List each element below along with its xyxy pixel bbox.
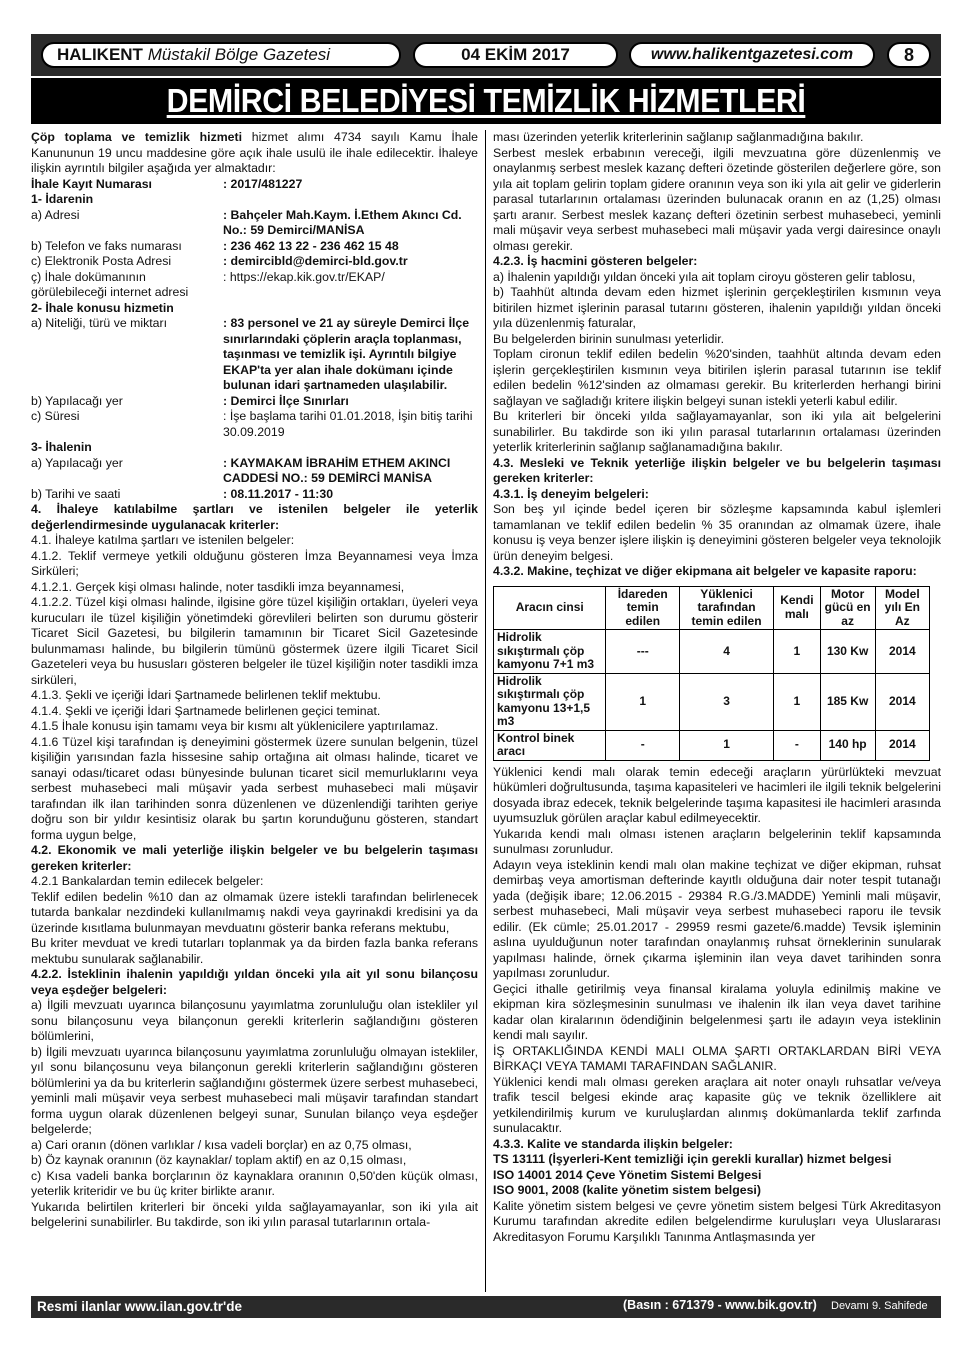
table-cell: 185 Kw bbox=[820, 673, 875, 730]
table-cell: 2014 bbox=[875, 673, 929, 730]
table-cell: 1 bbox=[679, 730, 773, 760]
table-header-cell: Model yılı En Az bbox=[875, 586, 929, 630]
paper-name: HALIKENT bbox=[57, 45, 143, 64]
section-2-heading: 2- İhale konusu hizmetin bbox=[31, 300, 174, 315]
equipment-table bbox=[493, 586, 930, 761]
page-number: 8 bbox=[887, 42, 931, 68]
paragraph-4-3-3-c: ISO 9001, 2008 (kalite yönetim sistem belgesi) bbox=[493, 1183, 761, 1197]
paragraph-4-3-3-b: ISO 14001 2014 Çeve Yönetim Sistemi Belgesi bbox=[493, 1167, 762, 1182]
paragraph-4-1-4: 4.1.4. Şekli ve içeriği İdari Şartnamede belirlenen geçici teminat. bbox=[31, 703, 381, 718]
page-header bbox=[31, 34, 941, 76]
tender-place-label: a) Yapılacağı yer bbox=[31, 455, 123, 470]
table-header-cell: İdareden temin edilen bbox=[606, 586, 680, 630]
paragraph-4-2-3-c: Bu belgelerden birinin sunulması yeterlidir. bbox=[493, 331, 725, 346]
table-cell: Hidrolik sıkıştırmalı çöp kamyonu 13+1,5 m3 bbox=[494, 673, 606, 730]
table-cell: 1 bbox=[774, 673, 821, 730]
title-bar bbox=[31, 78, 941, 124]
table-cell: Hidrolik sıkıştırmalı çöp kamyonu 7+1 m3 bbox=[494, 630, 606, 674]
kayit-label: İhale Kayıt Numarası bbox=[31, 176, 152, 191]
paragraph-4-2-1: 4.2.1 Bankalardan temin edilecek belgeler: bbox=[31, 874, 264, 888]
table-header-row bbox=[494, 586, 930, 630]
paragraph-4-2-3-d: Toplam cironun teklif edilen bedelin %20'sinden, taahhüt altında devam eden işlerin gerçekleştirilen kısmının veya bitirilen işlerin parasal tutarının ise teklif edilen bedelin %12'sinden az olmaması gerekir. Bu kriterlerden herhangi birini sağlayan ve sağladığı kritere ilişkin belgeyi sunan istekli yeterli kabul edilir. bbox=[493, 347, 941, 408]
paragraph-4-3-2-d: Geçici ithalle getirilmiş veya finansal kiralama yoluyla edinilmiş makine ve ekipman kira sözleşmesinin sunulması ve ihalenin ilk ilan veya davet tarihine kadar olan kiralarının ödendiğinin belgelenmesi şartı ile adayın veya isteklinin kendi malı sayılır. bbox=[493, 981, 941, 1042]
paragraph-r2: Serbest meslek erbabının vereceği, ilgili mevzuatına göre düzenlenmiş ve onaylanmış serbest meslek kazanç defteri özetinde gösterilen değerlere göre, son yıla ait toplam gelirin toplam gidere oranının veya son iki yıla ait gelir ve giderlerin parasal tutarlarının ortalaması üzerinden bulunacak oranın en az (1,25) olması şartı aranır. Serbest meslek kazanç defteri özetinin serbest muhasebeci, yeminli mali müşavir veya serbest muhasebeci mali müşavir yada vergi dairesince onaylı olması gerekir. bbox=[493, 145, 941, 253]
paragraph-4-3-2-c: Adayın veya isteklinin kendi malı olan makine teçhizat ve diğer ekipman, ruhsat demirbaş veya amortisman defterinde kayıtlı olduğuna dair noter tespit tutanağı yada (değişik ibare; 12.06.2015 - 29384 R.G./3.MADDE) Yeminli mali müşavir, serbest muhasebeci, Mali müşavir veya serbest muhasebeci raporu ile tevsik edilir. (Ek cümle; 25.01.2017 - 29959 resmi gazete/6.madde) Tevsik işleminin aslına uyulduğunun noter tarafından onaylanmış ruhsat örneklerinin sunularak yapılması halinde, örnek çıkarma işleminin ilan veya davet tarihinden sonra yapılması zorunludur. bbox=[493, 857, 941, 980]
intro-rest: hizmet alımı 4734 sayılı Kamu İhale Kanununun 19 uncu maddesine göre açık ihale usulü ile ihale edilecektir. İhaleye ilişkin ayrıntılı bilgiler aşağıda yer almaktadır: bbox=[31, 130, 478, 175]
place-value: : Demirci İlçe Sınırları bbox=[223, 393, 349, 408]
paragraph-4-3-2-b: Yukarıda kendi malı olması istenen araçların belgelerinin teklif kapsamında sunulması zorunludur. bbox=[493, 826, 941, 856]
email-label: c) Elektronik Posta Adresi bbox=[31, 254, 172, 268]
section-3-heading: 3- İhalenin bbox=[31, 440, 92, 454]
table-cell: - bbox=[774, 730, 821, 760]
table-cell: 2014 bbox=[875, 730, 929, 760]
paragraph-4-2-2-f: Yukarıda belirtilen kriterleri bir önceki yılda sağlayamayanlar, son iki yıla ait belgelerini sunabilirler. Bu takdirde, son iki yılın parasal tutarlarının ortala- bbox=[31, 1199, 478, 1229]
paragraph-4-1-5: 4.1.5 İhale konusu işin tamamı veya bir kısmı alt yüklenicilere yaptırılamaz. bbox=[31, 719, 439, 733]
paragraph-r1: ması üzerinden yeterlik kriterlerinin sağlanıp sağlanmadığına bakılır. bbox=[493, 130, 864, 144]
address-value: : Bahçeler Mah.Kaym. İ.Ethem Akıncı Cd. No.: 59 Demirci/MANİSA bbox=[223, 207, 462, 237]
tender-date-row bbox=[31, 487, 478, 503]
place-label: b) Yapılacağı yer bbox=[31, 393, 123, 408]
table-cell: - bbox=[606, 730, 680, 760]
email-row bbox=[31, 254, 478, 270]
section-4-heading: 4. İhaleye katılabilme şartları ve istenilen belgeler ile yeterlik değerlendirmesinde uygulanacak kriterler: bbox=[31, 502, 478, 532]
column-divider bbox=[485, 130, 486, 1292]
table-header-cell: Aracın cinsi bbox=[494, 586, 606, 630]
table-cell: --- bbox=[606, 630, 680, 674]
paragraph-4-2-3-e: Bu kriterleri bir önceki yılda sağlayamayanlar, son iki yıla ait belgelerini sunabilirler. Bu takdirde son iki yılın parasal tutarlarının ortalaması üzerinden yeterlik kriterlerinin sağlanıp sağlanamadığına bakılır. bbox=[493, 409, 941, 454]
table-cell: 1 bbox=[774, 630, 821, 674]
newspaper-page bbox=[31, 34, 941, 1318]
website-row bbox=[31, 270, 478, 301]
table-header-cell: Motor gücü en az bbox=[820, 586, 875, 630]
issue-date: 04 EKİM 2017 bbox=[413, 42, 618, 68]
table-header-cell: Kendi malı bbox=[774, 586, 821, 630]
paragraph-4-1-3: 4.1.3. Şekli ve içeriği İdari Şartnamede belirlenen teklif mektubu. bbox=[31, 688, 381, 702]
paper-name-badge bbox=[41, 42, 401, 68]
paragraph-4-3-2-a: Yüklenici kendi malı olarak temin edeceği araçların yürürlükteki mevzuat hükümleri doğrultusunda, taşıma kapasiteleri ve hacimleri ile ilgili teknik belgelerini dosyada ibraz edecek, teknik belgelerinde taşıma kapasitesi ile hacimleri arasında uyumsuzluk görülen araçlar kabul edilmeyecektir. bbox=[493, 764, 941, 825]
footer-official-ads[interactable]: Resmi ilanlar www.ilan.gov.tr'de bbox=[37, 1299, 243, 1314]
address-label: a) Adresi bbox=[31, 207, 80, 222]
duration-value: : İşe başlama tarihi 01.01.2018, İşin bitiş tarihi 30.09.2019 bbox=[223, 409, 473, 439]
footer-press-info: (Basın : 671379 - www.bik.gov.tr) bbox=[623, 1298, 817, 1312]
paragraph-4-1-2-1: 4.1.2.1. Gerçek kişi olması halinde, noter tasdikli imza beyannamesi, bbox=[31, 579, 405, 594]
intro-paragraph bbox=[31, 130, 478, 177]
paper-tagline: Müstakil Bölge Gazetesi bbox=[147, 45, 331, 64]
paragraph-4-1: 4.1. İhaleye katılma şartları ve istenilen belgeler: bbox=[31, 533, 295, 547]
table-cell: 2014 bbox=[875, 630, 929, 674]
intro-bold: Çöp toplama ve temizlik hizmeti bbox=[31, 130, 243, 144]
phone-label: b) Telefon ve faks numarası bbox=[31, 238, 182, 253]
nature-value: : 83 personel ve 21 ay süreyle Demirci İlçe sınırlarındaki çöplerin araçla toplanması, taşınması ve temizlik işi. Ayrıntılı bilgiye EKAP'ta yer alan ihale dokümanı içinde bulunan idari şartnameden ulaşılabilir. bbox=[223, 316, 470, 392]
paragraph-4-1-6: 4.1.6 Tüzel kişi tarafından iş deneyimini göstermek üzere sunulan belgenin, tüzel kişiliğin yarısından fazla hissesine sahip ortağına ait olması halinde, ticaret ve sanayi odası/ticaret odası bünyesinde bulunan ticaret sicil memurluklarını veya serbest muhasebeci mali müşavir yada serbest muhasebeci mali müşavir tarafından ilk ilan tarihinden sonra düzenlenen ve düzenlendiği tarihten geriye doğru son bir yıldır kesintisiz olarak bu şartın korunduğunu gösteren, standart forma uygun belge, bbox=[31, 734, 478, 842]
table-row bbox=[494, 730, 930, 760]
table-cell: 3 bbox=[679, 673, 773, 730]
tender-place-value: : KAYMAKAM İBRAHİM ETHEM AKINCI CADDESİ NO.: 59 DEMİRCİ MANİSA bbox=[223, 455, 451, 485]
table-cell: 4 bbox=[679, 630, 773, 674]
email-value: : demircibld@demirci-bld.gov.tr bbox=[223, 254, 408, 268]
tender-place-row bbox=[31, 456, 478, 487]
heading-4-2: 4.2. Ekonomik ve mali yeterliğe ilişkin belgeler ve bu belgelerin taşıması gereken kriterler: bbox=[31, 843, 478, 873]
website-label: ç) İhale dokümanının görülebileceği internet adresi bbox=[31, 269, 189, 299]
paragraph-4-3-2-e: İŞ ORTAKLIĞINDA KENDİ MALI OLMA ŞARTI ORTAKLARDAN BİRİ VEYA BİRKAÇI VEYA TAMAMI TARAFINDAN SAĞLANIR. bbox=[493, 1043, 941, 1073]
table-header-cell: Yüklenici tarafından temin edilen bbox=[679, 586, 773, 630]
footer-continued: Devamı 9. Sahifede bbox=[831, 1300, 928, 1312]
paragraph-4-2-2-c: a) Cari oranın (dönen varlıklar / kısa vadeli borçlar) en az 0,75 olması, bbox=[31, 1137, 412, 1152]
table-row bbox=[494, 630, 930, 674]
paragraph-4-2-2-a: a) İlgili mevzuatı uyarınca bilançosunu yayımlatma zorunluluğu olan istekliler yıl sonu bilançosunu veya bilançonun gerekli kriterlerin sağlandığını gösteren bölümlerini, bbox=[31, 998, 478, 1043]
website-link[interactable]: www.halikentgazetesi.com bbox=[629, 42, 875, 68]
phone-value: : 236 462 13 22 - 236 462 15 48 bbox=[223, 238, 399, 253]
table-cell: 130 Kw bbox=[820, 630, 875, 674]
table-cell: Kontrol binek aracı bbox=[494, 730, 606, 760]
heading-4-2-2: 4.2.2. İsteklinin ihalenin yapıldığı yıldan önceki yıla ait yıl sonu bilançosu veya eşdeğer belgeleri: bbox=[31, 967, 478, 997]
heading-4-3-3: 4.3.3. Kalite ve standarda ilişkin belgeler: bbox=[493, 1136, 733, 1151]
page-title: DEMİRCİ BELEDİYESİ TEMİZLİK HİZMETLERİ bbox=[166, 82, 806, 119]
nature-row bbox=[31, 316, 478, 394]
paragraph-4-1-2-2: 4.1.2.2. Tüzel kişi olması halinde, ilgisine göre tüzel kişiliğin ortakları, üyeleri veya kurucuları ile tüzel kişiliğin yönetimdeki görevlileri belirten son durumu gösterir Ticaret Sicil Gazetesi, bu bilgilerin tamamının bir Ticaret Sicil Gazetesinde bulunmaması halinde, bu bilgilerin tümünü göstermek üzere ilgili Ticaret Sicil Gazeteleri veya bu hususları gösteren belgeler ile tüzel kişiliğin noter tasdikli imza sirküleri, bbox=[31, 595, 478, 687]
address-row bbox=[31, 208, 478, 239]
kayit-row bbox=[31, 177, 478, 193]
paragraph-4-1-2: 4.1.2. Teklif vermeye yetkili olduğunu gösteren İmza Beyannamesi veya İmza Sirküleri; bbox=[31, 548, 478, 578]
tender-date-value: : 08.11.2017 - 11:30 bbox=[223, 486, 334, 501]
table-row bbox=[494, 673, 930, 730]
paragraph-4-2-2-e: c) Kısa vadeli banka borçlarının öz kaynaklara oranının 0,50'den küçük olması, yeterlik kriteridir ve bu üç kriter birlikte aranır. bbox=[31, 1168, 478, 1198]
paragraph-4-2-1-b: Bu kriter mevduat ve kredi tutarları toplanmak ya da birden fazla banka referans mektubu sunularak sağlanabilir. bbox=[31, 936, 478, 966]
paragraph-4-3-1-a: Son beş yıl içinde bedel içeren bir sözleşme kapsamında kabul işlemleri tamamlanan ve teklif edilen bedelin % 35 oranından az olmamak üzere, ihale konusu iş veya benzer işlere ilişkin iş deneyimini gösteren belgeler veya teknolojik ürün deneyim belgesi. bbox=[493, 502, 941, 563]
ekap-link[interactable]: : https://ekap.kik.gov.tr/EKAP/ bbox=[223, 269, 385, 284]
paragraph-4-3-3-a: TS 13111 (İşyerleri-Kent temizliği için gerekli kurallar) hizmet belgesi bbox=[493, 1152, 892, 1166]
paragraph-4-2-2-b: b) İlgili mevzuatı uyarınca bilançosunu yayımlatma zorunluluğu olmayan istekliler, yıl sonu bilançosunu veya bilançonun gerekli kriterlerin sağlandığını gösteren bölümlerini ya da bu kriterlerin sağlandığını göstermek üzere serbest muhasebeci, yeminli mali müşavir veya serbest muhasebeci mali müşavir tarafından standart forma uygun olarak düzenlenen belgeyi sunar, Sunulan bilanço veya eşdeğer belgelerde; bbox=[31, 1044, 478, 1136]
table-cell: 140 hp bbox=[820, 730, 875, 760]
kayit-value: : 2017/481227 bbox=[223, 176, 303, 191]
phone-row bbox=[31, 239, 478, 255]
left-column bbox=[31, 130, 478, 1231]
paragraph-4-3-3-d: Kalite yönetim sistem belgesi ve çevre yönetim sistem belgesi Türk Akreditasyon Kurumu tarafından akredite edilen belgelendirme kuruluşları veya Uluslararası Akreditasyon Forumu Karşılıklı Tanınma Antlaşmasında yer bbox=[493, 1198, 941, 1244]
section-1-heading: 1- İdarenin bbox=[31, 192, 94, 206]
page-footer bbox=[31, 1296, 941, 1318]
heading-4-3-2: 4.3.2. Makine, teçhizat ve diğer ekipmana ait belgeler ve kapasite raporu: bbox=[493, 564, 917, 578]
duration-label: c) Süresi bbox=[31, 409, 80, 423]
table-cell: 1 bbox=[606, 673, 680, 730]
place-row bbox=[31, 394, 478, 410]
heading-4-3: 4.3. Mesleki ve Teknik yeterliğe ilişkin belgeler ve bu belgelerin taşıması gereken kriterler: bbox=[493, 455, 941, 485]
right-column bbox=[493, 130, 941, 1245]
tender-date-label: b) Tarihi ve saati bbox=[31, 486, 121, 501]
paragraph-4-2-3-a: a) İhalenin yapıldığı yıldan önceki yıla ait toplam ciroyu gösteren gelir tablosu, bbox=[493, 269, 916, 284]
heading-4-2-3: 4.2.3. İş hacmini gösteren belgeler: bbox=[493, 254, 698, 268]
heading-4-3-1: 4.3.1. İş deneyim belgeleri: bbox=[493, 486, 649, 501]
paragraph-4-3-2-f: Yüklenici kendi malı olması gereken araçlara ait noter onaylı ruhsatlar ve/veya trafik tescil belgesi ekinde araç kapasite güç ve teknik özelliklere ait yetkilendirilmiş kurum ve kuruluşlardan alınmış dokümanlarda teklif zarfında sunulacaktır. bbox=[493, 1074, 941, 1135]
duration-row bbox=[31, 409, 478, 440]
paragraph-4-2-3-b: b) Taahhüt altında devam eden hizmet işlerinin gerçekleştirilen kısmının veya bitirilen hizmet işlerinin parasal tutarını gösteren, ihalenin yapıldığı yıldan önceki yıla düzenlenmiş faturalar, bbox=[493, 285, 941, 330]
paragraph-4-2-1-a: Teklif edilen bedelin %10 dan az olmamak üzere istekli tarafından belirlenecek tutarda bankalar nezdindeki kullanılmamış nakdi veya gayrinakdi kredisini ya da üzerinde kısıtlama bulunmayan mevduatını gösterir banka referans mektubu, bbox=[31, 889, 478, 935]
nature-label: a) Niteliği, türü ve miktarı bbox=[31, 316, 167, 330]
paragraph-4-2-2-d: b) Öz kaynak oranının (öz kaynaklar/ toplam aktif) en az 0,15 olması, bbox=[31, 1153, 407, 1167]
